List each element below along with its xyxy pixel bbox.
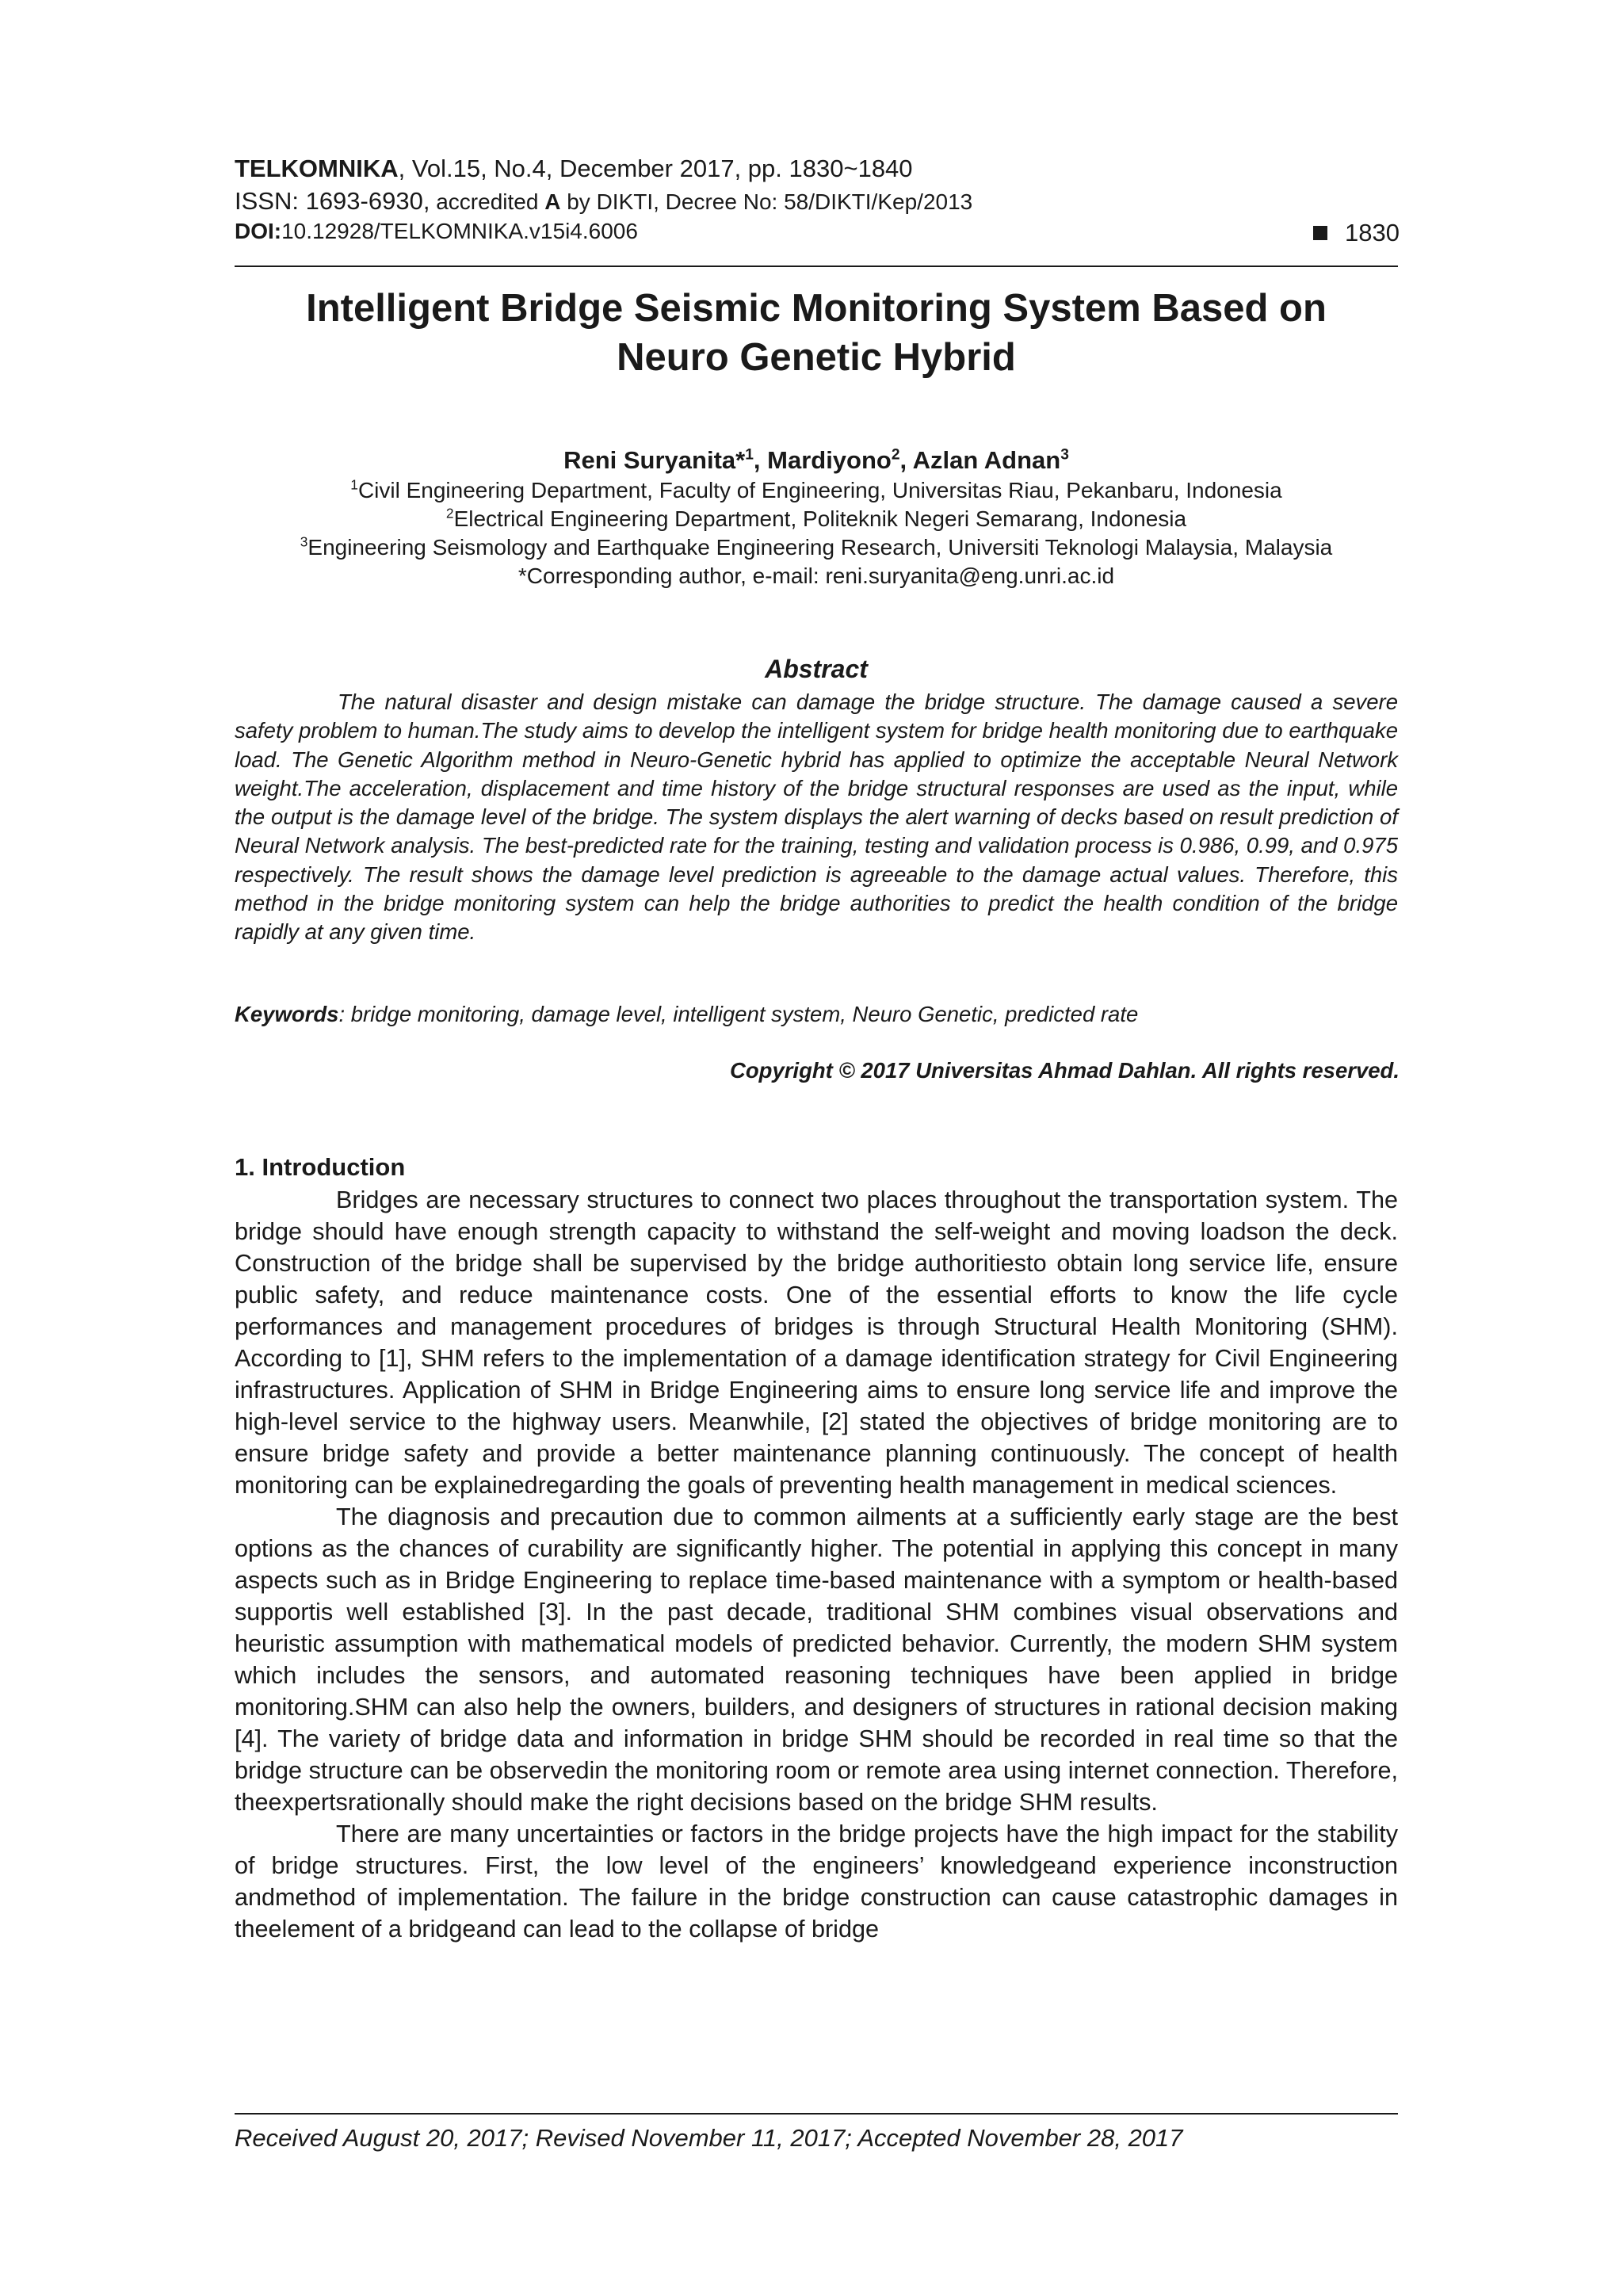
accreditation-grade: A — [544, 189, 561, 214]
keywords-label: Keywords — [235, 1002, 339, 1026]
author-2: , Mardiyono — [753, 446, 892, 474]
affiliation-3-text: Engineering Seismology and Earthquake Engineering Research, Universiti Teknologi Malaysia, Malaysia — [307, 535, 1333, 560]
page-number-block — [1313, 219, 1400, 247]
doi-value: 10.12928/TELKOMNIKA.v15i4.6006 — [281, 219, 638, 243]
issn-line — [235, 187, 972, 216]
copyright-notice: Copyright © 2017 Universitas Ahmad Dahlan. All rights reserved. — [729, 1058, 1400, 1083]
issn: ISSN: 1693-6930, — [235, 187, 430, 215]
journal-header-line — [235, 155, 913, 183]
affiliation-2 — [235, 506, 1398, 532]
affiliation-2-text: Electrical Engineering Department, Politeknik Negeri Semarang, Indonesia — [453, 506, 1187, 531]
author-1-sup: 1 — [745, 446, 754, 464]
keywords-text: : bridge monitoring, damage level, intelligent system, Neuro Genetic, predicted rate — [338, 1002, 1139, 1026]
footer-rule — [235, 2113, 1398, 2115]
intro-paragraph-3: There are many uncertainties or factors in the bridge projects have the high impact for the stability of bridge structures. First, the low level of the engineers’ knowledgeand experience inconstruction andmethod of implementation. The failure in the bridge construction can cause catastrophic damages in theelement of a bridgeand can lead to the collapse of bridge — [235, 1820, 1398, 1943]
author-3-sup: 3 — [1060, 446, 1069, 464]
title-line-2: Neuro Genetic Hybrid — [617, 336, 1016, 379]
affiliation-1-text: Civil Engineering Department, Faculty of Engineering, Universitas Riau, Pekanbaru, Indonesia — [357, 478, 1282, 502]
header-rule — [235, 266, 1398, 267]
affiliation-1-sup: 1 — [350, 476, 358, 493]
section-heading-introduction: 1. Introduction — [235, 1153, 406, 1181]
corresponding-author: *Corresponding author, e-mail: reni.suryanita@eng.unri.ac.id — [517, 563, 1115, 588]
doi-label: DOI: — [235, 219, 282, 243]
affiliation-3-sup: 3 — [300, 533, 308, 550]
journal-name: TELKOMNIKA — [235, 155, 399, 182]
author-list — [235, 446, 1398, 475]
affiliation-3 — [235, 535, 1398, 560]
volume-info: , Vol.15, No.4, December 2017, pp. 1830~1840 — [398, 155, 913, 182]
affiliation-2-sup: 2 — [445, 505, 454, 521]
doi-line — [235, 219, 638, 244]
abstract-heading: Abstract — [765, 655, 868, 683]
intro-paragraph-1: Bridges are necessary structures to connect two places throughout the transportation system. The bridge should have enough strength capacity to withstand the self-weight and moving loadson the deck. Construction of the bridge shall be supervised by the bridge authoritiesto obtain long service life, ensure public safety, and reduce maintenance costs. One of the essential efforts to know the life cycle performances and management procedures of bridges is through Structural Health Monitoring (SHM). According to [1], SHM refers to the implementation of a damage identification strategy for Civil Engineering infrastructures. Application of SHM in Bridge Engineering aims to ensure long service life and improve the high-level service to the highway users. Meanwhile, [2] stated the objectives of bridge monitoring are to ensure bridge safety and provide a better maintenance planning continuously. The concept of health monitoring can be explainedregarding the goals of preventing health management in medical sciences. — [235, 1186, 1398, 1499]
received-dates: Received August 20, 2017; Revised November 11, 2017; Accepted November 28, 2017 — [235, 2124, 1183, 2152]
intro-paragraph-2: The diagnosis and precaution due to common ailments at a sufficiently early stage are the best options as the chances of curability are significantly higher. The potential in applying this concept in many aspects such as in Bridge Engineering to replace time-based maintenance with a symptom or health-based supportis well established [3]. In the past decade, traditional SHM combines visual observations and heuristic assumption with mathematical models of predicted behavior. Currently, the modern SHM system which includes the sensors, and automated reasoning techniques have been applied in bridge monitoring.SHM can also help the owners, builders, and designers of structures in rational decision making [4]. The variety of bridge data and information in bridge SHM should be recorded in real time so that the bridge structure can be observedin the monitoring room or remote area using internet connection. Therefore, theexpertsrationally should make the right decisions based on the bridge SHM results. — [235, 1503, 1398, 1816]
author-1: Reni Suryanita* — [563, 446, 746, 474]
abstract-text: The natural disaster and design mistake can damage the bridge structure. The damage caused a severe safety problem to human.The study aims to develop the intelligent system for bridge health monitoring due to earthquake load. The Genetic Algorithm method in Neuro-Genetic hybrid has applied to optimize the acceptable Neural Network weight.The acceleration, displacement and time history of the bridge structural responses are used as the input, while the output is the damage level of the bridge. The system displays the alert warning of decks based on result prediction of Neural Network analysis. The best-predicted rate for the training, testing and validation process is 0.986, 0.99, and 0.975 respectively. The result shows the damage level prediction is agreeable to the damage actual values. Therefore, this method in the bridge monitoring system can help the bridge authorities to predict the health condition of the bridge rapidly at any given time. — [235, 690, 1398, 945]
title-line-1: Intelligent Bridge Seismic Monitoring System Based on — [306, 287, 1327, 330]
square-bullet-icon — [1313, 226, 1327, 240]
keywords — [235, 1002, 1398, 1027]
introduction-body — [235, 1184, 1398, 1945]
accreditation-prefix: accredited — [430, 189, 545, 214]
author-3: , Azlan Adnan — [899, 446, 1061, 474]
author-2-sup: 2 — [891, 446, 900, 464]
accreditation-suffix: by DIKTI, Decree No: 58/DIKTI/Kep/2013 — [560, 189, 973, 214]
affiliation-1 — [235, 478, 1398, 503]
page-number: 1830 — [1345, 219, 1400, 246]
paper-title — [235, 284, 1398, 382]
